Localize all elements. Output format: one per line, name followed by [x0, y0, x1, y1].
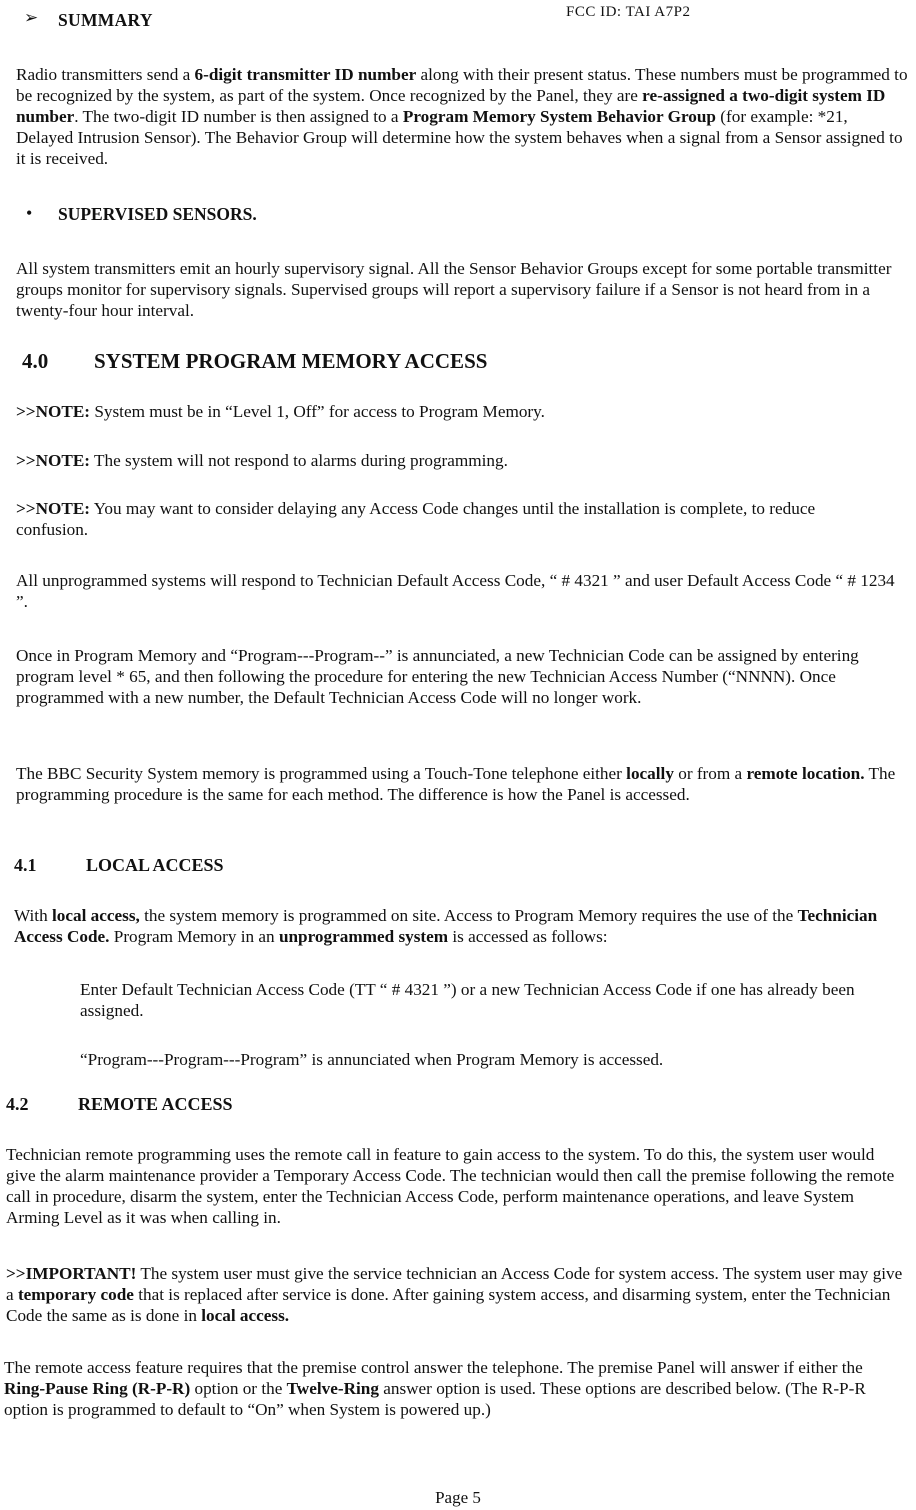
summary-paragraph — [16, 64, 908, 169]
local-access-paragraph — [14, 905, 906, 947]
fcc-id: FCC ID: TAI A7P2 — [566, 4, 691, 20]
text-run: Radio transmitters send a — [16, 65, 195, 84]
text-run: Program Memory in an — [109, 927, 279, 946]
bullet-icon: • — [26, 203, 33, 223]
section-number: 4.2 — [6, 1094, 29, 1114]
supervised-sensors-heading: SUPERVISED SENSORS. — [58, 204, 257, 224]
section-4-0-heading — [22, 349, 487, 374]
important-paragraph — [6, 1263, 906, 1326]
note-text: You may want to consider delaying any Access Code changes until the installation is complete, to reduce confusion. — [16, 499, 816, 539]
section-title: SYSTEM PROGRAM MEMORY ACCESS — [94, 349, 488, 373]
bbc-paragraph — [16, 763, 908, 805]
note-label: >>NOTE: — [16, 402, 91, 421]
note-2 — [16, 450, 908, 471]
note-label: >>NOTE: — [16, 451, 91, 470]
bold-text: Ring-Pause Ring (R-P-R) — [4, 1379, 191, 1398]
remote-access-paragraph: Technician remote programming uses the remote call in feature to gain access to the system. To do this, the system user would give the alarm maintenance provider a Temporary Access Code. The technician would then call the premise following the remote call in procedure, disarm the system, enter the Technician Access Code, perform maintenance operations, and leave System Arming Level as it was when calling in. — [6, 1145, 895, 1227]
text-run: . The two-digit ID number is then assigned to a — [74, 107, 403, 126]
note-1 — [16, 401, 908, 422]
text-run: or from a — [673, 764, 747, 783]
local-access-step-2: “Program---Program---Program” is annunciated when Program Memory is accessed. — [80, 1050, 664, 1069]
bold-text: unprogrammed system — [278, 927, 449, 946]
text-run: The programming procedure is the same for each method. The difference is how the Panel is accessed. — [16, 764, 896, 804]
supervised-paragraph: All system transmitters emit an hourly supervisory signal. All the Sensor Behavior Groups except for some portable transmitter groups monitor for supervisory signals. Supervised groups will report a supervisory failure if a Sensor is not heard from in a twenty-four hour interval. — [16, 259, 892, 320]
text-run: answer option is used. These options are described below. (The R-P-R option is programmed to default to “On” when System is powered up.) — [4, 1379, 866, 1419]
page-number: Page 5 — [435, 1488, 481, 1507]
text-run: that is replaced after service is done. After gaining system access, and disarming system, enter the Technician Code the same as is done in — [6, 1285, 891, 1325]
note-text: The system will not respond to alarms during programming. — [90, 451, 508, 470]
note-text: System must be in “Level 1, Off” for access to Program Memory. — [90, 402, 545, 421]
bold-text: 6-digit transmitter ID number — [194, 65, 417, 84]
bold-text: re-assigned a two-digit system ID number — [16, 86, 886, 126]
answer-options-paragraph — [4, 1357, 904, 1420]
section-number: 4.0 — [22, 349, 49, 373]
section-title: LOCAL ACCESS — [86, 855, 224, 875]
bold-text: temporary code — [17, 1285, 134, 1304]
text-run: (for example: *21, Delayed Intrusion Sensor). The Behavior Group will determine how the system behaves when a signal from a Sensor assigned to it is received. — [16, 107, 903, 168]
note-3 — [16, 498, 846, 540]
text-run: The system user must give the service technician an Access Code for system access. The system user may give a — [6, 1264, 903, 1304]
section-number: 4.1 — [14, 855, 37, 875]
text-run: is accessed as follows: — [448, 927, 608, 946]
text-run: the system memory is programmed on site. Access to Program Memory requires the use of the — [139, 906, 798, 925]
note-label: >>NOTE: — [16, 499, 91, 518]
bold-text: remote location. — [746, 764, 865, 783]
bold-text: local access, — [51, 906, 140, 925]
local-access-step-1: Enter Default Technician Access Code (TT “ # 4321 ”) or a new Technician Access Code if one has already been assigned. — [80, 980, 855, 1020]
text-run: The remote access feature requires that the premise control answer the telephone. The premise Panel will answer if either the — [4, 1358, 863, 1377]
summary-heading: SUMMARY — [58, 10, 153, 30]
text-run: The BBC Security System memory is programmed using a Touch-Tone telephone either — [16, 764, 627, 783]
section-4-1-heading — [14, 855, 224, 876]
bold-text: Twelve-Ring — [286, 1379, 379, 1398]
bold-text: Program Memory System Behavior Group — [402, 107, 716, 126]
text-run: With — [14, 906, 52, 925]
text-run: along with their present status. These numbers must be programmed to be recognized by the system, as part of the system. Once recognized by the Panel, they are — [16, 65, 908, 105]
arrow-bullet-icon: ➢ — [24, 8, 39, 27]
default-codes-paragraph: All unprogrammed systems will respond to Technician Default Access Code, “ # 4321 ” and user Default Access Code “ # 1234 ”. — [16, 571, 895, 611]
bold-text: locally — [626, 764, 674, 783]
section-4-2-heading — [6, 1094, 233, 1115]
bold-text: Technician Access Code. — [14, 906, 878, 946]
important-label: >>IMPORTANT! — [6, 1264, 137, 1283]
text-run: option or the — [190, 1379, 287, 1398]
section-title: REMOTE ACCESS — [78, 1094, 233, 1114]
program-memory-paragraph: Once in Program Memory and “Program---Program--” is annunciated, a new Technician Code can be assigned by entering program level * 65, and then following the procedure for entering the new Technician Access Number (“NNNN). Once programmed with a new number, the Default Technician Access Code will no longer work. — [16, 646, 859, 707]
bold-text: local access. — [201, 1306, 290, 1325]
